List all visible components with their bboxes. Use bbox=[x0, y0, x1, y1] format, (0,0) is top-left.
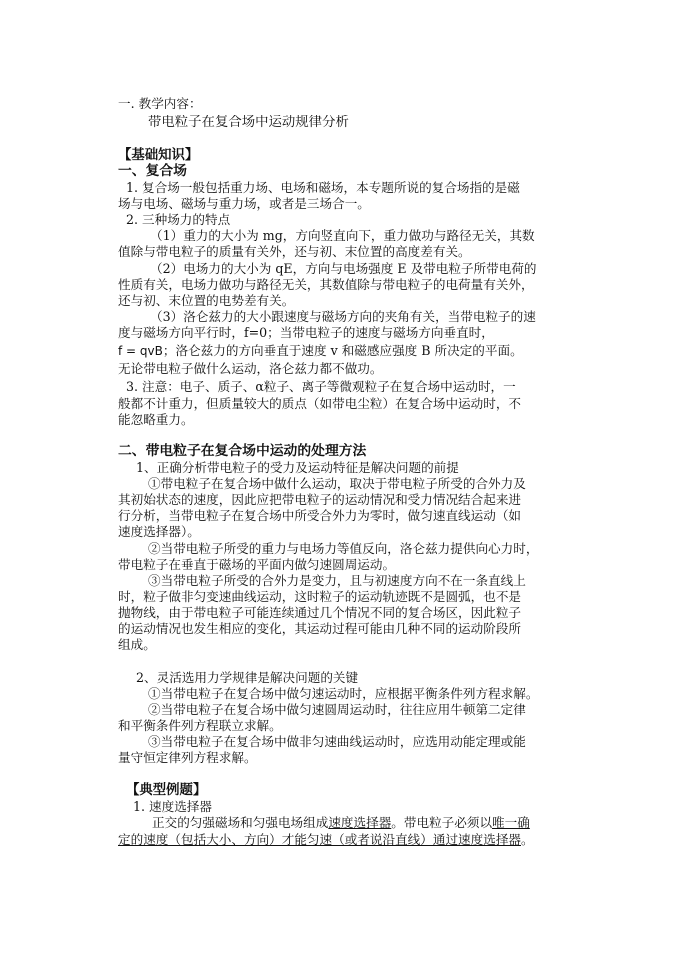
basic-knowledge-header: 【基础知识】 bbox=[118, 147, 199, 163]
paragraph-line: 行分析，当带电粒子在复合场中所受合外力为零时，做匀速直线运动（如 bbox=[118, 508, 521, 523]
paragraph-line: ②当带电粒子在复合场中做匀速圆周运动时，往往应用牛顿第二定律 bbox=[148, 702, 526, 717]
formula-line bbox=[118, 343, 574, 359]
paragraph-line: ③当带电粒子在复合场中做非匀速曲线运动时，应选用动能定理或能 bbox=[148, 734, 526, 749]
paragraph-line: 量守恒定律列方程求解。 bbox=[118, 750, 257, 765]
example-text: 。带电粒子必须以 bbox=[391, 815, 493, 830]
paragraph-line: 和平衡条件列方程联立求解。 bbox=[118, 718, 282, 733]
paragraph-line: 般都不计重力，但质量较大的质点（如带电尘粒）在复合场中运动时，不 bbox=[118, 396, 521, 411]
subheading: 1、正确分析带电粒子的受力及运动特征是解决问题的前提 bbox=[136, 460, 459, 475]
paragraph-line: 其初始状态的速度，因此应把带电粒子的运动情况和受力情况结合起来进 bbox=[118, 492, 521, 507]
paragraph-line: ；洛仑兹力的方向垂直于速度 v 和磁感应强度 B 所决定的平面。 bbox=[162, 343, 523, 358]
subheading: 2、灵活选用力学规律是解决问题的关键 bbox=[136, 670, 359, 685]
paragraph-line: 组成。 bbox=[118, 637, 156, 652]
section-title: 一. 教学内容： bbox=[118, 96, 202, 111]
underlined-sentence: 定的速度（包括大小、方向）才能匀速（或者说沿直线）通过速度选择器 bbox=[118, 832, 521, 847]
paragraph-line: 值除与带电粒子的质量有关外，还与初、末位置的高度差有关。 bbox=[118, 244, 471, 259]
example-line bbox=[152, 815, 574, 831]
paragraph-line: （2）电场力的大小为 qE，方向与电场强度 E 及带电粒子所带电荷的 bbox=[150, 261, 537, 276]
paragraph-line: （3）洛仑兹力的大小跟速度与磁场方向的夹角有关，当带电粒子的速 bbox=[150, 309, 536, 324]
paragraph-line: 度与磁场方向平行时，f=0；当带电粒子的速度与磁场方向垂直时， bbox=[118, 325, 494, 340]
paragraph-line: 速度选择器）。 bbox=[118, 524, 200, 539]
composite-field-title: 一、复合场 bbox=[118, 163, 187, 179]
paragraph-line: 1. 复合场一般包括重力场、电场和磁场，本专题所说的复合场指的是磁 bbox=[126, 180, 520, 195]
paragraph-line: 性质有关，电场力做功与路径无关，其数值除与带电粒子的电荷量有关外， bbox=[118, 277, 534, 292]
methods-title: 二、带电粒子在复合场中运动的处理方法 bbox=[118, 443, 367, 459]
paragraph-line: 场与电场、磁场与重力场，或者是三场合一。 bbox=[118, 196, 370, 211]
paragraph-line: 时，粒子做非匀变速曲线运动，这时粒子的运动轨迹既不是圆弧，也不是 bbox=[118, 589, 521, 604]
paragraph-line: 还与初、末位置的电势差有关。 bbox=[118, 293, 295, 308]
topic-title: 带电粒子在复合场中运动规律分析 bbox=[148, 115, 349, 130]
examples-header: 【典型例题】 bbox=[126, 782, 207, 798]
paragraph-line: 无论带电粒子做什么运动，洛仑兹力都不做功。 bbox=[118, 361, 383, 376]
paragraph-line: ①当带电粒子在复合场中做匀速运动时，应根据平衡条件列方程求解。 bbox=[148, 686, 539, 701]
paragraph-line: 的运动情况也发生相应的变化，其运动过程可能由几种不同的运动阶段所 bbox=[118, 621, 521, 636]
paragraph-line: 抛物线，由于带电粒子可能连续通过几个情况不同的复合场区，因此粒子 bbox=[118, 605, 521, 620]
example-text: 。 bbox=[521, 832, 534, 847]
paragraph-line: 能忽略重力。 bbox=[118, 412, 194, 427]
subheading: 1. 速度选择器 bbox=[133, 799, 212, 814]
paragraph-line: 带电粒子在垂直于磁场的平面内做匀速圆周运动。 bbox=[118, 557, 396, 572]
underlined-term: 速度选择器 bbox=[328, 815, 392, 830]
paragraph-line: （1）重力的大小为 mg，方向竖直向下，重力做功与路径无关，其数 bbox=[150, 228, 535, 243]
paragraph-line: ②当带电粒子所受的重力与电场力等值反向，洛仑兹力提供向心力时， bbox=[148, 541, 539, 556]
example-text: 正交的匀强磁场和匀强电场组成 bbox=[152, 815, 329, 830]
lorentz-formula: f = qvB bbox=[118, 344, 163, 358]
paragraph-line: ③当带电粒子所受的合外力是变力，且与初速度方向不在一条直线上 bbox=[148, 573, 526, 588]
subheading: 2. 三种场力的特点 bbox=[126, 212, 231, 227]
paragraph-line: ①带电粒子在复合场中做什么运动，取决于带电粒子所受的合外力及 bbox=[148, 476, 526, 491]
paragraph-line: 3. 注意：电子、质子、α粒子、离子等微观粒子在复合场中运动时，一 bbox=[126, 379, 516, 394]
underlined-term: 唯一确 bbox=[492, 815, 530, 830]
example-line bbox=[118, 832, 574, 848]
